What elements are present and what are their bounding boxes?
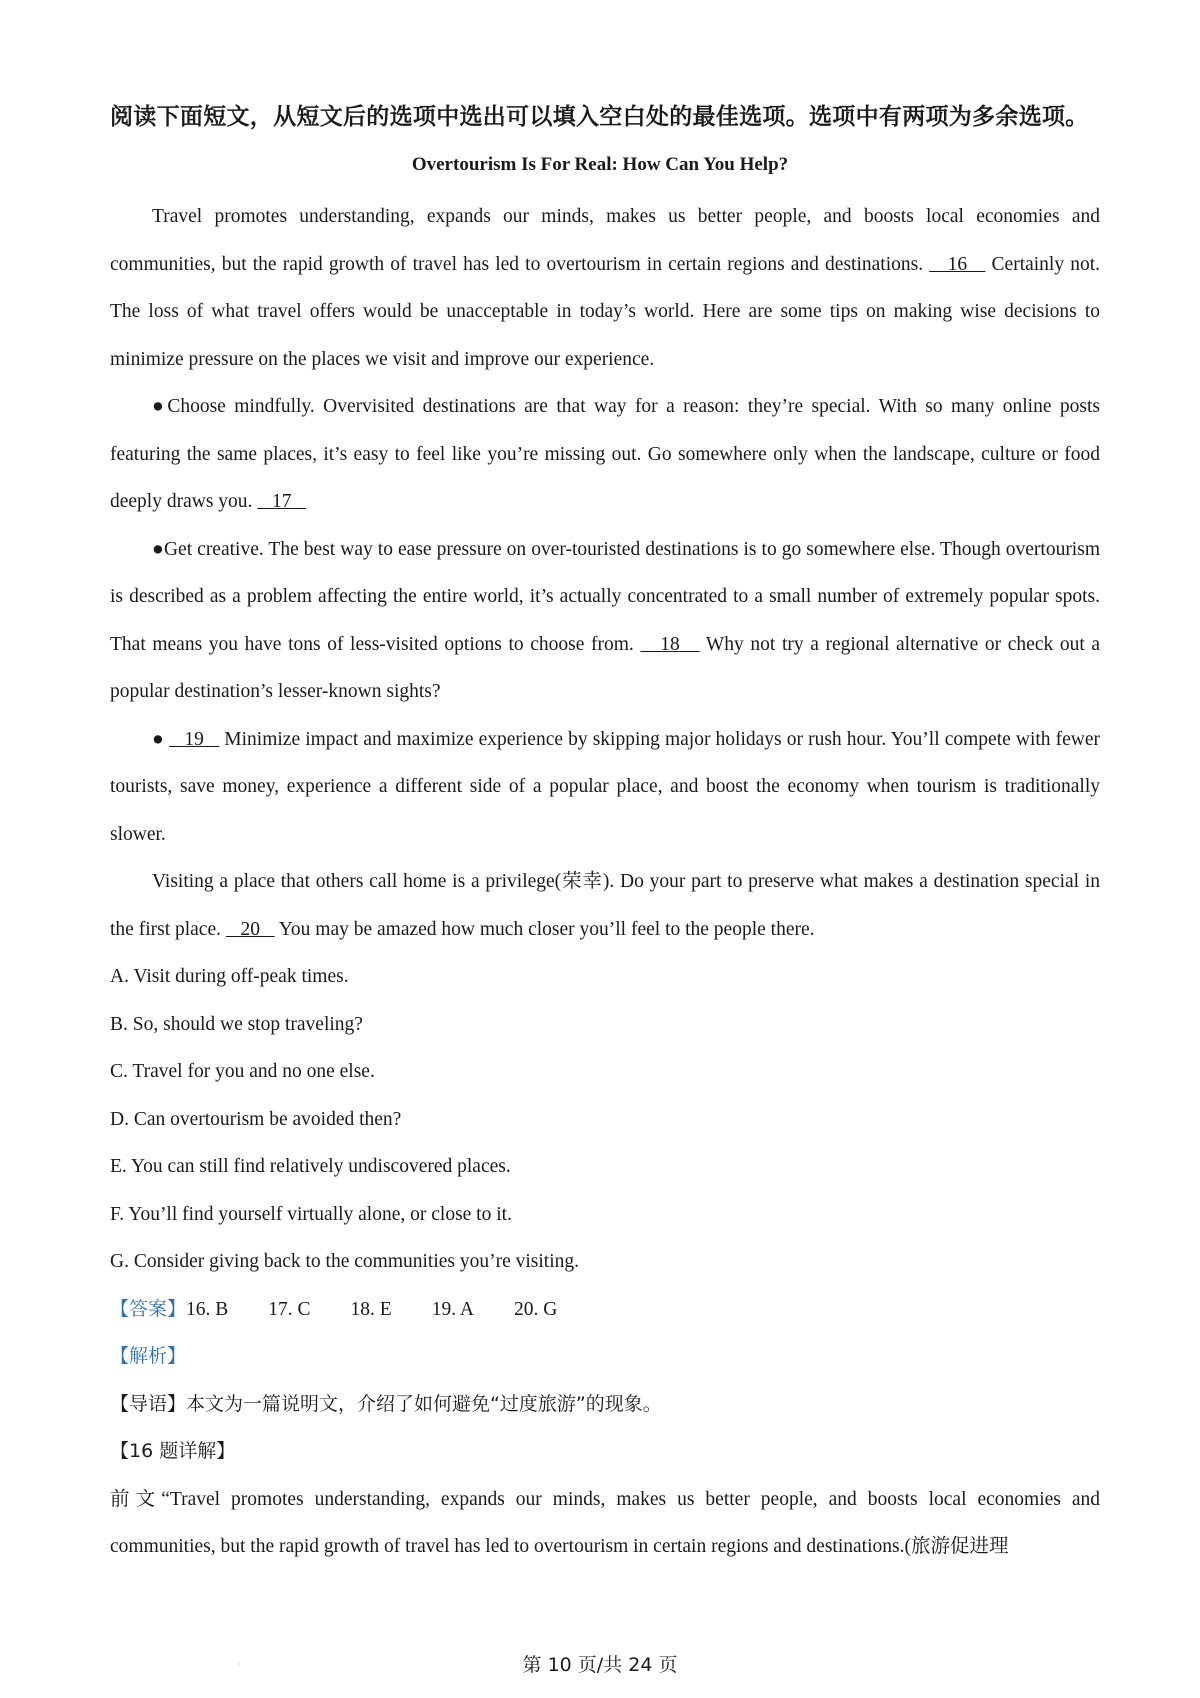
option-g: G. Consider giving back to the communities you’re visiting. [110, 1251, 580, 1272]
analysis-label: 【解析】 [110, 1345, 187, 1367]
blank-16: 16 [947, 253, 968, 275]
option-d: D. Can overtourism be avoided then? [110, 1108, 402, 1130]
instruction: 阅读下面短文，从短文后的选项中选出可以填入空白处的最佳选项。选项中有两项为多余选项。 [110, 104, 1089, 130]
blank-20: 20 [240, 918, 260, 940]
answer-19: 19. A [431, 1298, 474, 1320]
option-e: E. You can still find relatively undiscovered places. [110, 1156, 511, 1177]
bullet: ● [152, 728, 170, 750]
footer-dot: · [238, 1660, 241, 1669]
answer-18: 18. E [350, 1298, 392, 1320]
answer-label: 【答案】 [110, 1297, 187, 1320]
guide-text: 本文为一篇说明文，介绍了如何避免“过度旅游”的现象。 [186, 1392, 662, 1415]
analysis-line [110, 1333, 1100, 1381]
page-footer: 第 10 页/共 24 页 [522, 1654, 678, 1676]
blank-17: 17 [271, 491, 292, 512]
paragraph-text: ●Get creative. The best way to ease pressure on over-touristed destinations is to go somewhere else. Though overtourism is described as a problem affecting the entire world, it’s actually concentrated to a small number of extremely popular spots. That means you have tons of less-visited options to choose from. [110, 538, 1100, 655]
blank-18: 18 [660, 633, 680, 655]
guide-line [110, 1381, 1100, 1429]
option-c: C. Travel for you and no one else. [110, 1061, 375, 1082]
paragraph-4 [110, 716, 1100, 859]
answer-17: 17. C [268, 1298, 311, 1320]
paragraph-text: Visiting a place that others call home is a privilege(荣幸). Do your part to preserve what makes a destination special in the first place. [110, 871, 1100, 940]
paragraph-text: Why not try a regional alternative or check out a popular destination’s lesser-known sights? [110, 633, 1101, 702]
paragraph-2 [110, 383, 1100, 526]
blank-19: 19 [184, 728, 204, 750]
paragraph-text: You may be amazed how much closer you’ll feel to the people there. [274, 918, 815, 940]
answer-20: 20. G [513, 1298, 558, 1320]
guide-label: 【导语】 [110, 1392, 187, 1415]
paragraph-1 [110, 193, 1100, 383]
option-f: F. You’ll find yourself virtually alone, or close to it. [110, 1203, 512, 1225]
passage-body [110, 193, 1100, 1571]
paragraph-text: ●Choose mindfully. Overvisited destinations are that way for a reason: they’re special. With so many online posts featuring the same places, it’s easy to feel like you’re missing out. Go somewhere only when the landscape, culture or food deeply draws you. [110, 396, 1100, 512]
paragraph-text: Certainly not. The loss of what travel offers would be unacceptable in today’s world. Here are some tips on making wise decisions to minimize pressure on the places we visit and improve our experience. [110, 253, 1101, 370]
option-b: B. So, should we stop traveling? [110, 1013, 363, 1035]
passage-title: Overtourism Is For Real: How Can You Help? [411, 154, 789, 175]
paragraph-3 [110, 526, 1100, 716]
paragraph-text: Travel promotes understanding, expands our minds, makes us better people, and boosts local economies and communities, but the rapid growth of travel has led to overtourism in certain regions and destinations. [110, 206, 1100, 275]
answer-16: 16. B [186, 1298, 229, 1320]
paragraph-text: Minimize impact and maximize experience by skipping major holidays or rush hour. You’ll compete with fewer tourists, save money, experience a different side of a popular place, and boost the economy when tourism is traditionally slower. [110, 728, 1101, 845]
answer-line [110, 1286, 1100, 1334]
q16-explanation: 前文“Travel promotes understanding, expands our minds, makes us better people, and boosts local economies and communities, but the rapid growth of travel has led to overtourism in certain regions and destinations.(旅游促进理 [110, 1488, 1100, 1557]
paragraph-5 [110, 858, 1100, 953]
option-a: A. Visit during off-peak times. [110, 966, 349, 987]
q16-label: 【16 题详解】 [110, 1440, 236, 1462]
